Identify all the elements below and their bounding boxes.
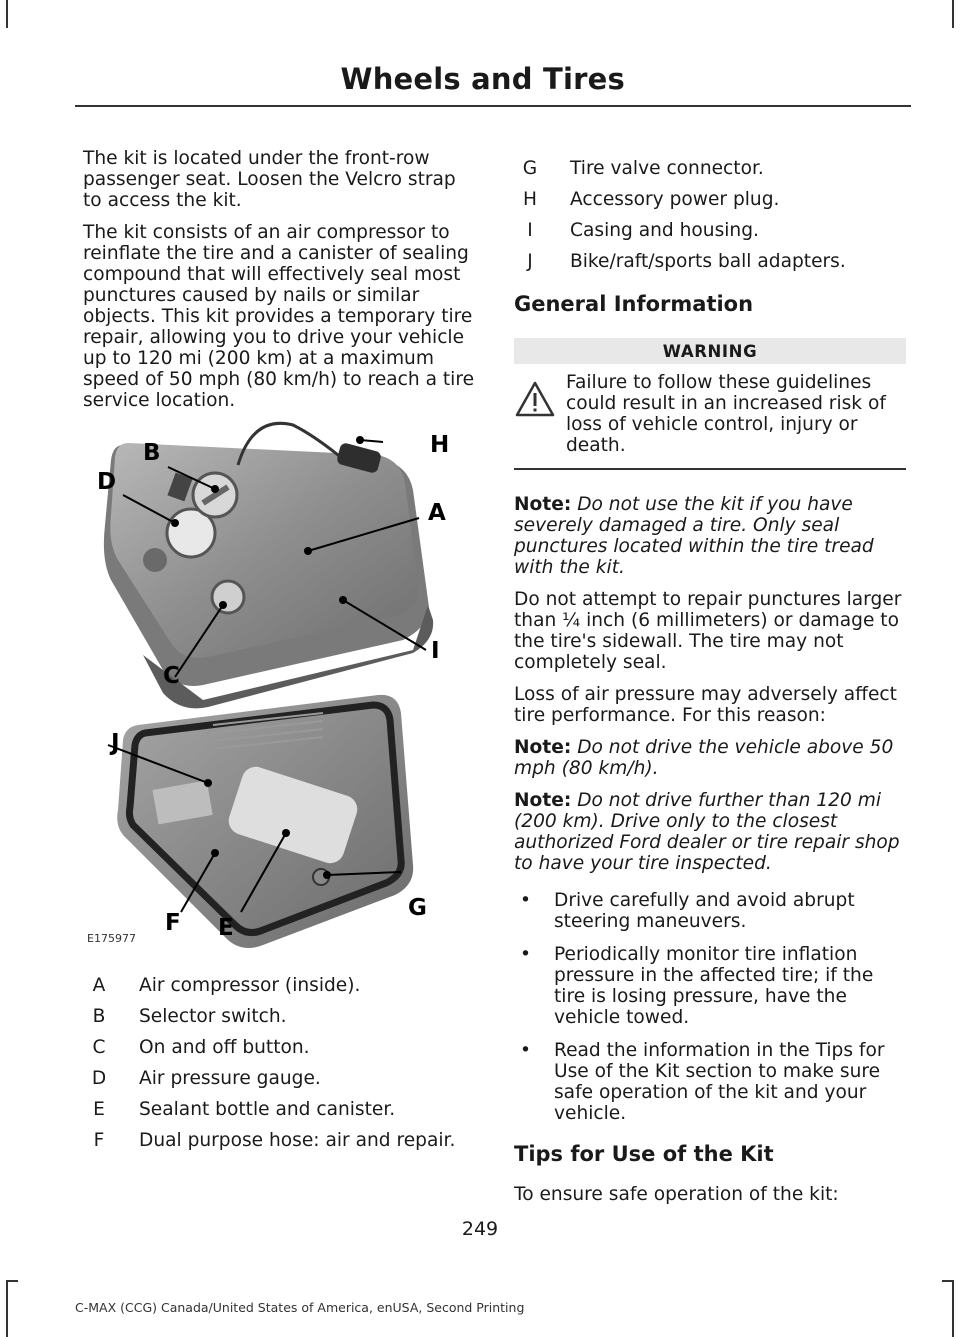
kit-contents-paragraph: The kit consists of an air compressor to reinflate the tire and a canister of sealing compound that will effectively seal most punctures caused by nails or similar objects. This kit provides a temporary tire repair, allowing you to drive your vehicle up to 120 mi (200 km) at a maximum speed of 50 mph (80 km/h) to reach a tire service location.: [83, 222, 475, 411]
kit-illustration: [83, 415, 475, 955]
callout-i: I: [431, 638, 440, 664]
legend-item: H Accessory power plug.: [523, 189, 780, 210]
page-header-title: Wheels and Tires: [340, 62, 625, 96]
crop-mark: [6, 1280, 18, 1282]
warning-triangle-icon: [514, 372, 566, 456]
air-pressure-paragraph: Loss of air pressure may adversely affect tire performance. For this reason:: [514, 684, 897, 726]
list-item: • Periodically monitor tire inflation pressure in the affected tire; if the tire is losing pressure, have the vehicle towed.: [514, 944, 906, 1028]
legend-item: J Bike/raft/sports ball adapters.: [527, 251, 846, 272]
callout-g: G: [408, 895, 427, 921]
kit-location-paragraph: The kit is located under the front-row passenger seat. Loosen the Velcro strap to access the kit.: [83, 148, 456, 211]
section-heading-general-information: General Information: [514, 292, 754, 316]
left-column: [83, 148, 475, 422]
section-heading-tips: Tips for Use of the Kit: [514, 1142, 774, 1166]
legend-item: G Tire valve connector.: [522, 158, 764, 179]
legend-item: E Sealant bottle and canister.: [93, 1099, 396, 1120]
crop-mark: [942, 1280, 954, 1282]
legend-item: I Casing and housing.: [527, 220, 759, 241]
header-rule: [75, 105, 911, 107]
callout-a: A: [428, 500, 446, 526]
crop-mark: [6, 0, 8, 28]
note-severe-damage: Note: Do not use the kit if you have severely damaged a tire. Only seal punctures located within the tire tread with the kit.: [514, 494, 874, 578]
safe-operation-paragraph: To ensure safe operation of the kit:: [514, 1184, 839, 1205]
list-item: • Read the information in the Tips for Use of the Kit section to make sure safe operation of the kit and your vehicle.: [514, 1040, 906, 1124]
crop-mark: [952, 0, 954, 28]
note-speed: Note: Do not drive the vehicle above 50 mph (80 km/h).: [514, 737, 894, 779]
puncture-size-paragraph: Do not attempt to repair punctures larger than ¼ inch (6 millimeters) or damage to the tire's sidewall. The tire may not completely seal.: [514, 589, 902, 673]
bullet-icon: •: [520, 944, 531, 965]
note-distance: Note: Do not drive further than 120 mi (200 km). Drive only to the closest authorized Ford dealer or tire repair shop to have your tire inspected.: [514, 790, 900, 874]
tire-repair-kit-figure: [83, 415, 475, 955]
left-legend: [83, 975, 475, 1161]
warning-rule: [514, 468, 906, 470]
warning-box: [514, 338, 906, 470]
callout-f: F: [165, 910, 181, 936]
callout-h: H: [430, 432, 450, 458]
callout-c: C: [163, 663, 180, 689]
legend-item: F Dual purpose hose: air and repair.: [93, 1130, 456, 1151]
legend-item: B Selector switch.: [92, 1006, 287, 1027]
bullet-icon: •: [520, 890, 531, 911]
on-off-button: [212, 581, 244, 613]
crop-mark: [6, 1280, 8, 1337]
callout-d: D: [97, 469, 117, 495]
precaution-list: [514, 890, 906, 1124]
page-footer: C-MAX (CCG) Canada/United States of America, enUSA, Second Printing: [75, 1300, 525, 1315]
figure-code: E175977: [87, 932, 136, 945]
legend-item: A Air compressor (inside).: [92, 975, 361, 996]
right-column: [514, 158, 906, 1216]
callout-j: J: [111, 730, 120, 756]
page-number: 249: [461, 1218, 499, 1240]
legend-item: C On and off button.: [92, 1037, 310, 1058]
crop-mark: [952, 1280, 954, 1337]
callout-e: E: [218, 915, 234, 941]
warning-text: Failure to follow these guidelines could result in an increased risk of loss of vehicle control, injury or death.: [566, 372, 886, 456]
bullet-icon: •: [520, 1040, 531, 1061]
list-item: • Drive carefully and avoid abrupt steering maneuvers.: [514, 890, 906, 932]
warning-label: WARNING: [514, 338, 906, 364]
legend-item: D Air pressure gauge.: [91, 1068, 321, 1089]
callout-b: B: [143, 440, 161, 466]
